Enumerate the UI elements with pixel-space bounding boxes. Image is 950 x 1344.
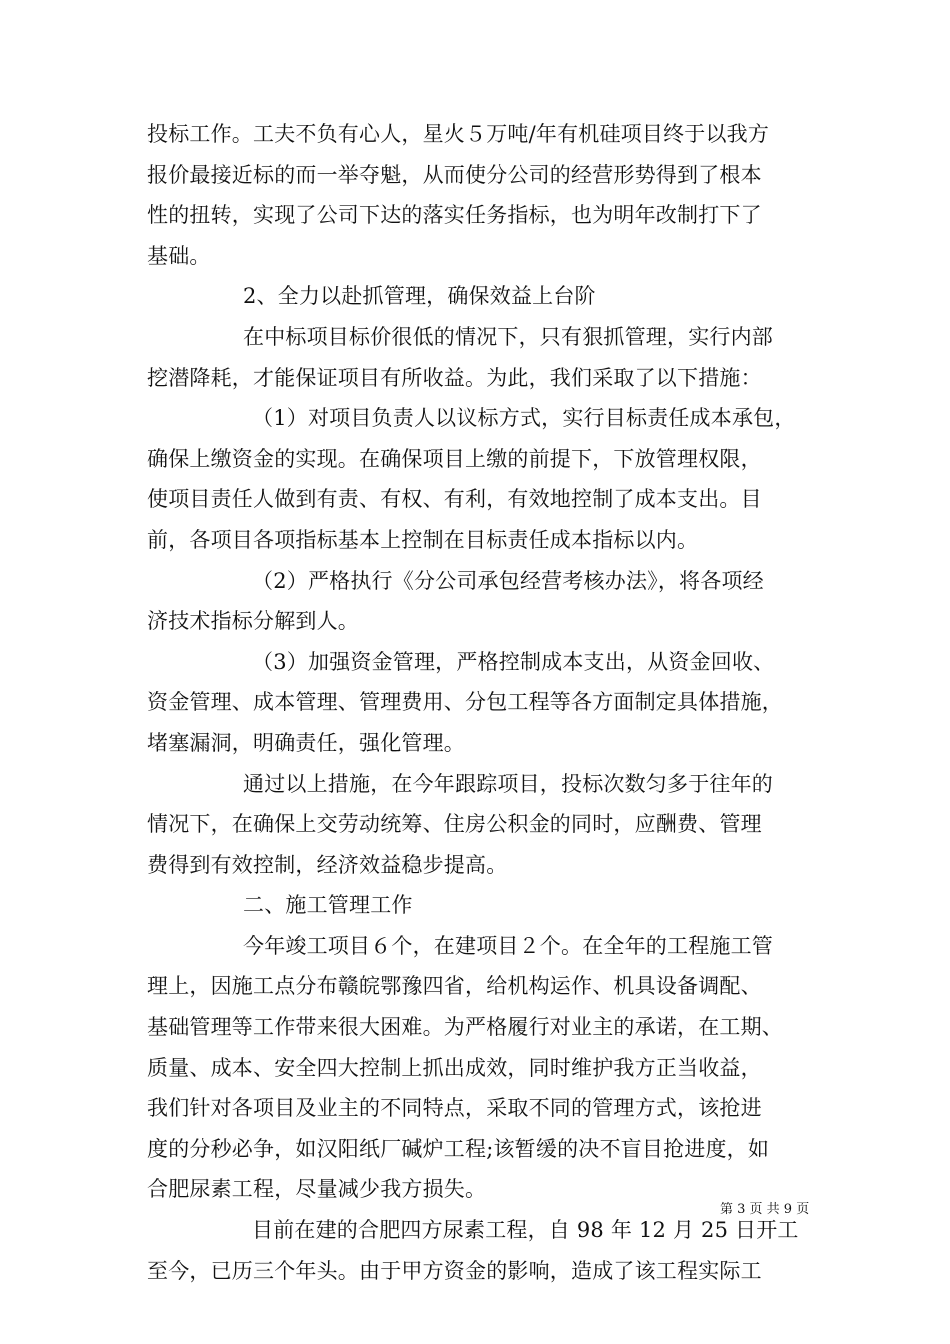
text-line: 济技术指标分解到人。: [147, 609, 359, 634]
section-heading: 2、全力以赴抓管理，确保效益上台阶: [243, 284, 596, 309]
text-line: （1）对项目负责人以议标方式，实行目标责任成本承包，: [252, 406, 796, 431]
text-line: 报价最接近标的而一举夺魁，从而使分公司的经营形势得到了根本: [147, 162, 762, 187]
text-line: 合肥尿素工程，尽量减少我方损失。: [147, 1177, 487, 1202]
text-line: （2）严格执行《分公司承包经营考核办法》，将各项经: [252, 568, 764, 593]
text-line: 目前在建的合肥四方尿素工程，自 98 年 12 月 25 日开工: [252, 1218, 799, 1243]
text-line: 在中标项目标价很低的情况下，只有狠抓管理，实行内部: [243, 324, 773, 349]
page-number: 第 3 页 共 9 页: [720, 1202, 810, 1217]
text-line: 费得到有效控制，经济效益稳步提高。: [147, 852, 508, 877]
body-text: [147, 114, 812, 1291]
text-line: 理上，因施工点分布赣皖鄂豫四省，给机构运作、机具设备调配、: [147, 974, 762, 999]
text-line: 投标工作。工夫不负有心人，星火５万吨/年有机硅项目终于以我方: [147, 122, 770, 146]
text-line: 质量、成本、安全四大控制上抓出成效，同时维护我方正当收益，: [147, 1055, 762, 1080]
text-line: 度的分秒必争，如汉阳纸厂碱炉工程;该暂缓的决不盲目抢进度，如: [147, 1136, 770, 1161]
text-line: 性的扭转，实现了公司下达的落实任务指标，也为明年改制打下了: [147, 203, 762, 228]
text-line: 基础管理等工作带来很大困难。为严格履行对业主的承诺，在工期、: [147, 1015, 783, 1040]
text-line: 挖潜降耗，才能保证项目有所收益。为此，我们采取了以下措施：: [147, 365, 762, 390]
text-line: 通过以上措施，在今年跟踪项目，投标次数匀多于往年的: [243, 771, 773, 796]
text-line: 我们针对各项目及业主的不同特点，采取不同的管理方式，该抢进: [147, 1096, 762, 1121]
text-line: 前，各项目各项指标基本上控制在目标责任成本指标以内。: [147, 527, 699, 552]
text-line: 基础。: [147, 243, 211, 268]
section-heading: 二、施工管理工作: [243, 893, 413, 918]
text-line: 使项目责任人做到有责、有权、有利，有效地控制了成本支出。目: [147, 487, 762, 512]
text-line: 今年竣工项目６个，在建项目２个。在全年的工程施工管: [243, 933, 773, 958]
text-line: 资金管理、成本管理、管理费用、分包工程等各方面制定具体措施，: [147, 690, 783, 715]
text-line: （3）加强资金管理，严格控制成本支出，从资金回收、: [252, 649, 775, 674]
text-line: 情况下，在确保上交劳动统筹、住房公积金的同时，应酬费、管理: [147, 812, 762, 837]
text-line: 至今，已历三个年头。由于甲方资金的影响，造成了该工程实际工: [147, 1258, 762, 1283]
text-line: 堵塞漏洞，明确责任，强化管理。: [147, 730, 465, 755]
text-line: 确保上缴资金的实现。在确保项目上缴的前提下，下放管理权限，: [147, 446, 762, 471]
